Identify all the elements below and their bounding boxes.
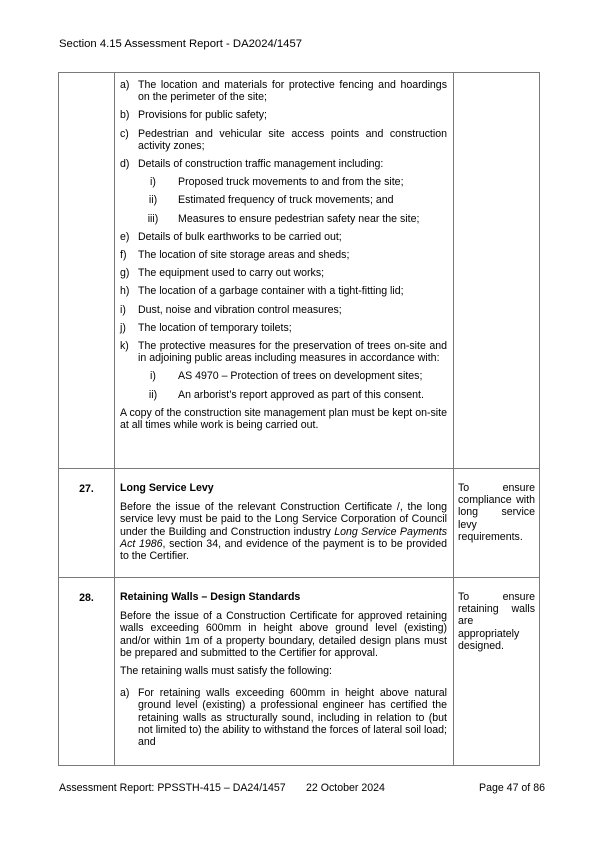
list-item: k) The protective measures for the preservation of trees on-site and in adjoining public areas including measures in accordance with: [120, 340, 447, 365]
list-item: e) Details of bulk earthworks to be carried out; [120, 230, 342, 243]
sub-list-item: i) Proposed truck movements to and from the site; [150, 176, 404, 189]
sub-list-item: ii) Estimated frequency of truck movements; and [148, 194, 394, 207]
footer-page-number: Page 47 of 86 [479, 782, 545, 794]
condition-content-cell [115, 469, 454, 578]
sub-list-item: iii) Measures to ensure pedestrian safety near the site; [147, 212, 420, 225]
page-header: Section 4.15 Assessment Report - DA2024/1457 [59, 38, 303, 50]
table-row [59, 73, 540, 469]
list-item: i) Dust, noise and vibration control measures; [120, 303, 342, 316]
list-item: h) The location of a garbage container with a tight-fitting lid; [120, 285, 404, 298]
condition-title: Retaining Walls – Design Standards [120, 591, 301, 603]
closing-paragraph: A copy of the construction site management plan must be kept on-site at all times while work is being carried out. [120, 406, 447, 432]
condition-number: 28. [59, 578, 115, 766]
list-item: a) For retaining walls exceeding 600mm in height above natural ground level (existing) a professional engineer has certified the retaining walls as structurally sound, including in relation to (but not limited to) the ability to withstand the forces of lateral soil load; and [120, 687, 447, 749]
table-row [59, 469, 540, 578]
condition-content-cell [115, 73, 454, 469]
sub-list-item: ii) An arborist’s report approved as part of this consent. [148, 388, 424, 401]
list-item: f) The location of site storage areas and sheds; [120, 249, 350, 262]
sub-list-item: i) AS 4970 – Protection of trees on development sites; [150, 370, 423, 383]
list-item: j) The location of temporary toilets; [120, 321, 292, 334]
condition-number: 27. [59, 469, 115, 578]
list-item: a) The location and materials for protective fencing and hoardings on the perimeter of the site; [120, 79, 447, 104]
condition-paragraph: The retaining walls must satisfy the following: [120, 665, 332, 678]
condition-reason: To ensure retaining walls are appropriately designed. [454, 578, 540, 766]
condition-body: Before the issue of the relevant Construction Certificate /, the long service levy must be paid to the Long Service Corporation of Council under the Building and Construction industry Long Service Payments Act 1986, section 34, and evidence of the payment is to be provided to the Certifier. [120, 501, 447, 563]
reason-cell [454, 73, 540, 469]
condition-reason: To ensure compliance with long service levy requirements. [454, 469, 540, 578]
condition-title: Long Service Levy [120, 482, 214, 494]
footer-report-id: Assessment Report: PPSSTH-415 – DA24/1457 [59, 782, 286, 794]
list-item: g) The equipment used to carry out works; [120, 267, 325, 280]
conditions-table [58, 72, 540, 766]
list-item: c) Pedestrian and vehicular site access points and construction activity zones; [120, 127, 447, 152]
condition-content-cell [115, 578, 454, 766]
table-row [59, 578, 540, 766]
condition-number-cell [59, 73, 115, 469]
list-item: b) Provisions for public safety; [120, 109, 267, 122]
footer-date: 22 October 2024 [306, 782, 385, 794]
condition-paragraph: Before the issue of a Construction Certificate for approved retaining walls exceeding 600mm in height above ground level (existing) and/or within 1m of a property boundary, detailed design plans must be prepared and submitted to the Certifier for approval. [120, 610, 447, 659]
list-item: d) Details of construction traffic management including: [120, 158, 384, 171]
